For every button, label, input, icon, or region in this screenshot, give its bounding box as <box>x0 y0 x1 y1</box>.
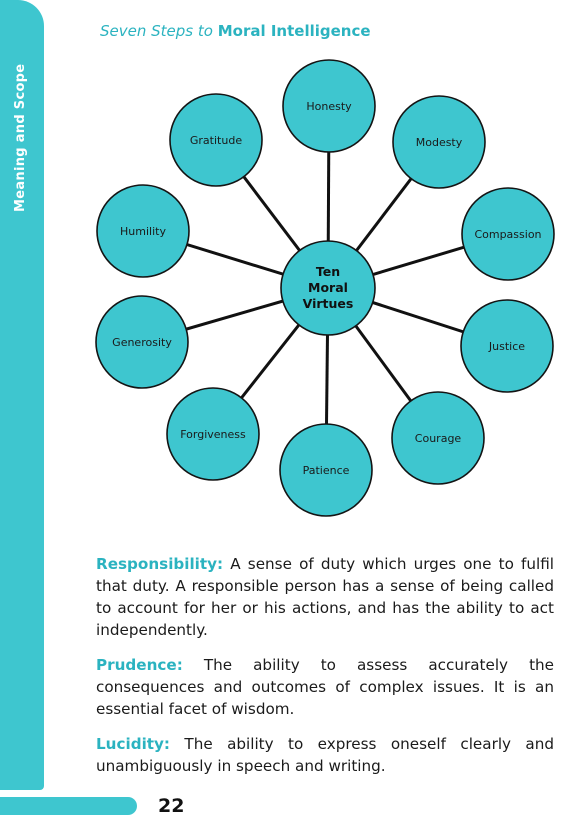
virtue-node-label: Gratitude <box>189 134 243 147</box>
virtue-node <box>170 94 262 186</box>
definition-responsibility <box>96 553 554 641</box>
definition-text-lucidity: The ability to express oneself clearly and unambiguously in speech and writing. <box>96 735 554 775</box>
term-lucidity: Lucidity: <box>96 735 171 753</box>
definition-text-prudence: The ability to assess accurately the consequences and outcomes of complex issues. It is an essential facet of wisdom. <box>96 656 554 718</box>
virtue-node <box>392 392 484 484</box>
virtue-node-label: Patience <box>302 464 350 477</box>
virtue-node <box>393 96 485 188</box>
virtue-node-label: Compassion <box>474 228 542 241</box>
virtue-node-label: Modesty <box>415 136 463 149</box>
virtue-node-label: Forgiveness <box>180 428 246 441</box>
virtue-node <box>280 424 372 516</box>
definition-text-responsibility: A sense of duty which urges one to fulfil that duty. A responsible person has a sense of being called to account for her or his actions, and has the ability to act independently. <box>96 555 554 639</box>
hub-label-line-1: Ten <box>315 264 341 279</box>
hub-label-line-3: Virtues <box>302 296 354 311</box>
definition-prudence <box>96 654 554 720</box>
term-prudence: Prudence: <box>96 656 183 674</box>
footer-bar <box>0 797 137 815</box>
virtue-node <box>283 60 375 152</box>
virtue-node-label: Justice <box>488 340 526 353</box>
virtue-node <box>96 296 188 388</box>
side-tab-label: Meaning and Scope <box>13 63 28 212</box>
virtue-node <box>97 185 189 277</box>
header-title: Moral Intelligence <box>217 22 371 40</box>
definition-lucidity <box>96 733 554 777</box>
virtue-node-label: Honesty <box>306 100 352 113</box>
hub-label-line-2: Moral <box>308 280 348 295</box>
virtue-node <box>167 388 259 480</box>
header-prefix: Seven Steps to <box>100 22 213 40</box>
virtue-node <box>461 300 553 392</box>
hub <box>281 241 375 335</box>
virtue-node <box>462 188 554 280</box>
virtue-node-label: Humility <box>120 225 166 238</box>
term-responsibility: Responsibility: <box>96 555 224 573</box>
page-number: 22 <box>158 795 185 817</box>
virtue-node-label: Courage <box>414 432 462 445</box>
virtue-node-label: Generosity <box>112 336 172 349</box>
